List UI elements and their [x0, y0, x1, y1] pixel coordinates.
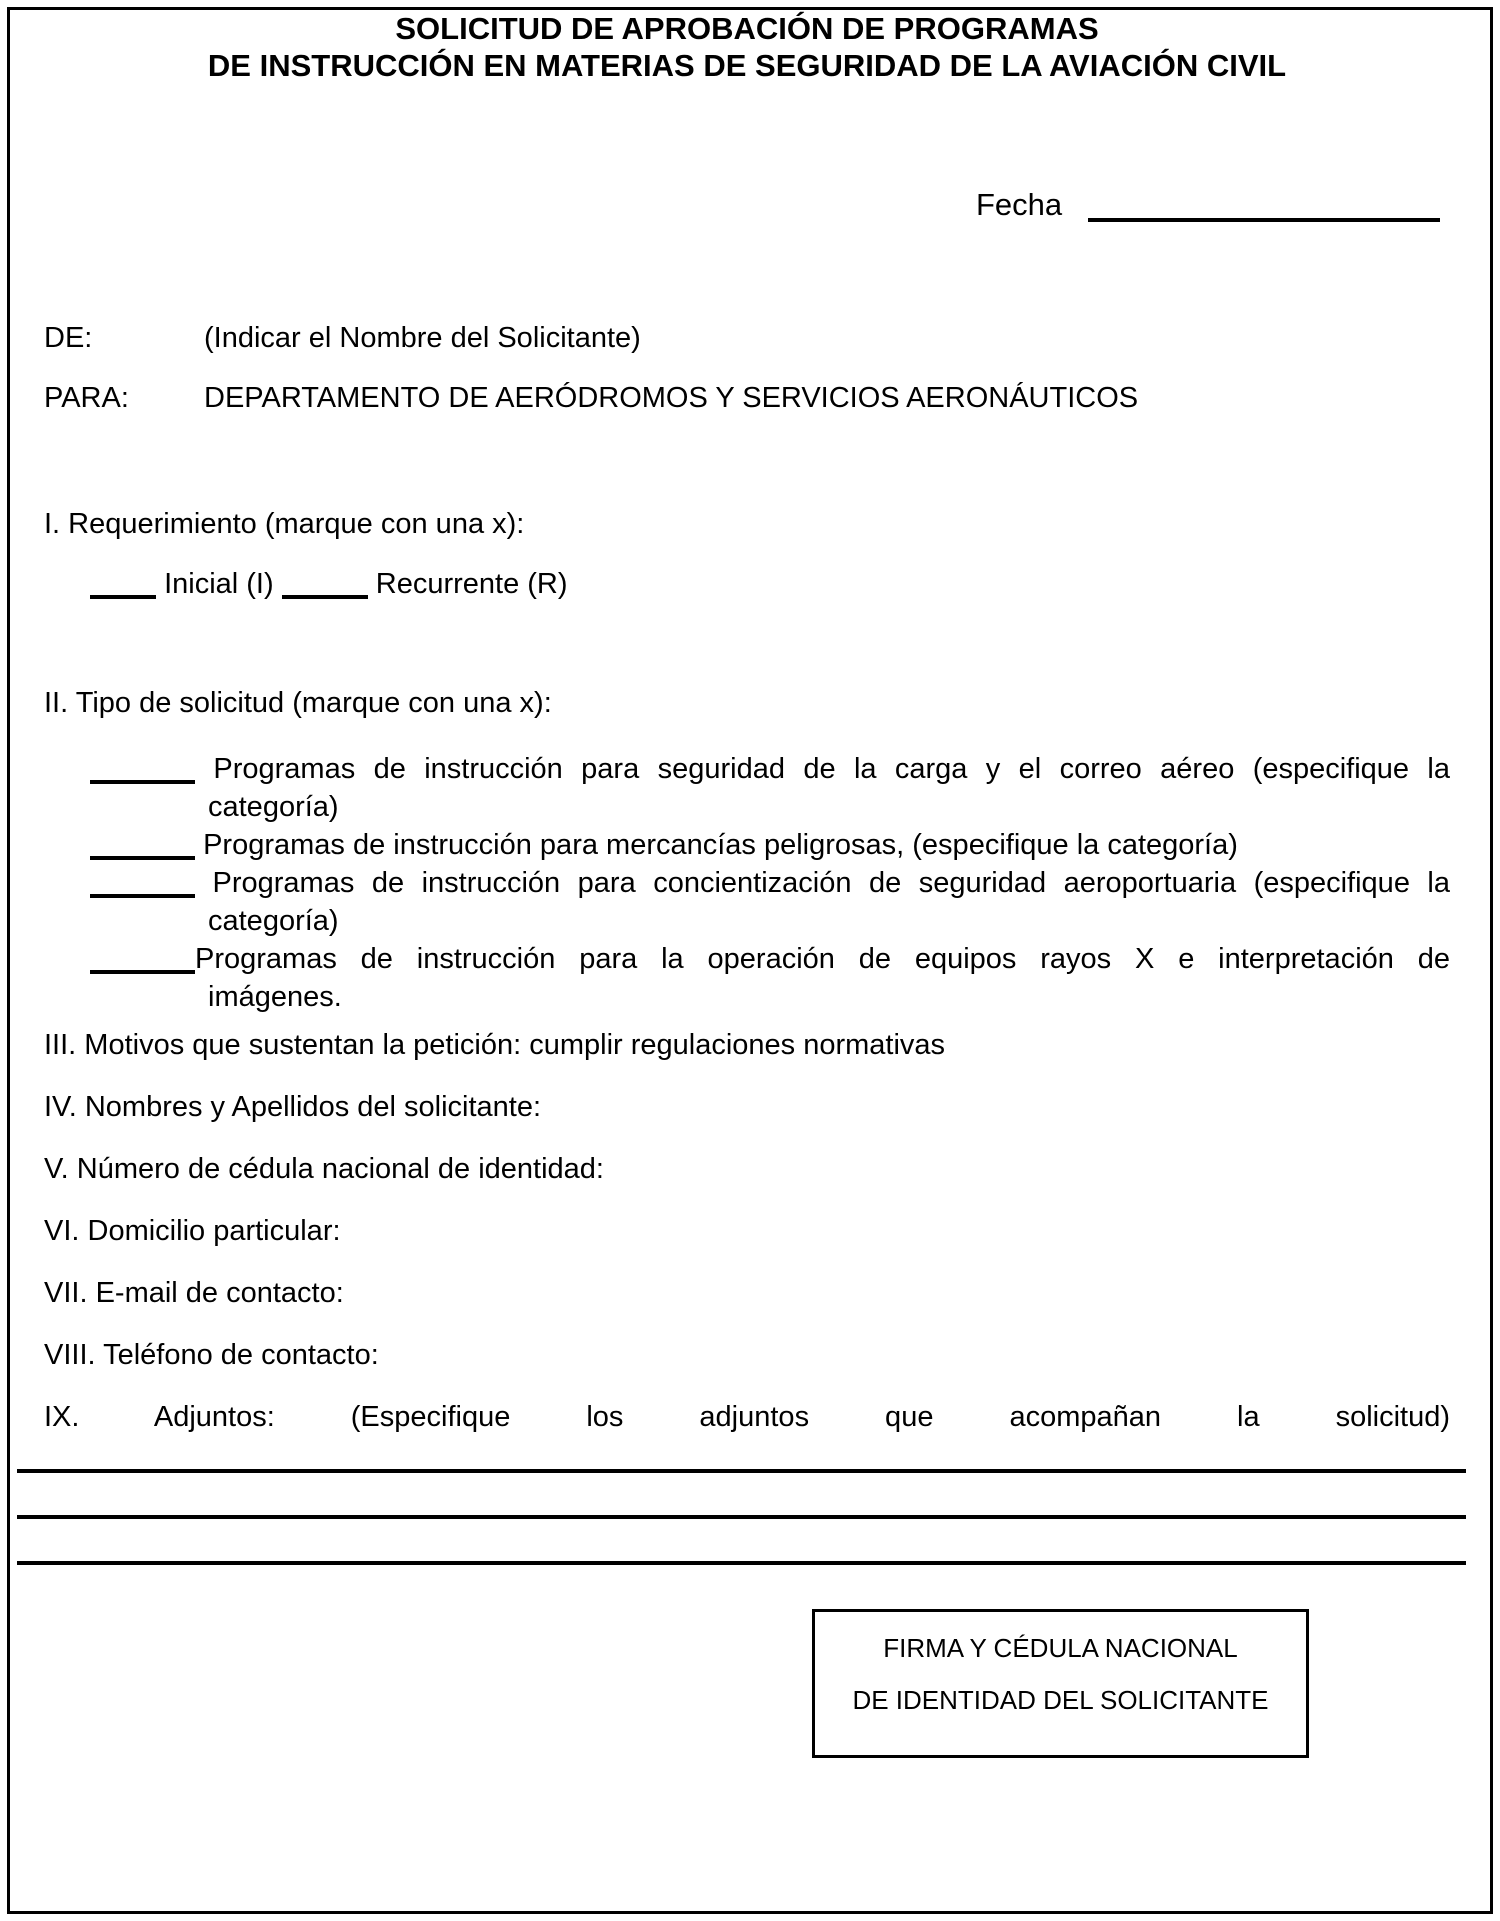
form-page [7, 7, 1493, 1914]
section-vii-heading: VII. E-mail de contacto: [44, 1277, 344, 1309]
signature-box-line2: DE IDENTIDAD DEL SOLICITANTE [852, 1685, 1269, 1715]
tipo-item-text-continuation: categoría) [208, 905, 339, 937]
requerimiento-options-row [90, 565, 1450, 603]
tipo-item-carga [90, 750, 1450, 826]
inicial-blank[interactable] [90, 595, 156, 599]
tipo-item-rayos-x [90, 940, 1450, 1016]
tipo-item-text: Programas de instrucción para mercancías peligrosas, (especifique la categoría) [203, 829, 1238, 861]
section-iii-heading: III. Motivos que sustentan la petición: cumplir regulaciones normativas [44, 1029, 946, 1061]
from-label: DE: [44, 322, 93, 354]
date-row [44, 185, 1450, 225]
to-label: PARA: [44, 382, 129, 414]
section-i-heading: I. Requerimiento (marque con una x): [44, 508, 525, 540]
section-viii-heading: VIII. Teléfono de contacto: [44, 1339, 379, 1371]
tipo-item-text: Programas de instrucción para concientización de seguridad aeroportuaria (especifique la [212, 867, 1451, 899]
tipo-item-mercancias [90, 826, 1450, 864]
recurrente-blank[interactable] [282, 595, 368, 599]
tipo-item-line [90, 750, 1450, 788]
section-vi-heading: VI. Domicilio particular: [44, 1215, 341, 1247]
tipo-item-text: Programas de instrucción para seguridad de la carga y el correo aéreo (especifique la [213, 753, 1451, 785]
section-ix-heading: IX. Adjuntos: (Especifique los adjuntos que acompañan la solicitud) [44, 1401, 1450, 1433]
tipo-item-line [90, 940, 1450, 978]
tipo-item-text: Programas de instrucción para la operación de equipos rayos X e interpretación de [195, 943, 1450, 975]
date-fill-line[interactable] [1088, 218, 1440, 222]
tipo-item-line [90, 864, 1450, 902]
page-title [44, 10, 1450, 84]
section-iv-heading: IV. Nombres y Apellidos del solicitante: [44, 1091, 542, 1123]
to-value: DEPARTAMENTO DE AERÓDROMOS Y SERVICIOS AERONÁUTICOS [204, 382, 1139, 414]
adjuntos-write-line-2[interactable] [17, 1515, 1466, 1519]
page-title-line2: DE INSTRUCCIÓN EN MATERIAS DE SEGURIDAD DE LA AVIACIÓN CIVIL [207, 48, 1287, 83]
to-row [44, 380, 1450, 416]
section-ii-heading: II. Tipo de solicitud (marque con una x): [44, 687, 552, 719]
tipo-item-concientizacion [90, 864, 1450, 940]
page-title-line1: SOLICITUD DE APROBACIÓN DE PROGRAMAS [395, 11, 1099, 46]
tipo-item-carga-blank[interactable] [90, 780, 195, 784]
recurrente-label: Recurrente (R) [375, 568, 568, 600]
from-value: (Indicar el Nombre del Solicitante) [204, 322, 641, 354]
signature-box[interactable] [812, 1609, 1309, 1758]
tipo-item-text-continuation: categoría) [208, 791, 339, 823]
date-label: Fecha [976, 187, 1063, 222]
signature-box-line1: FIRMA Y CÉDULA NACIONAL [883, 1633, 1238, 1663]
tipo-item-concientizacion-blank[interactable] [90, 894, 195, 898]
inicial-label: Inicial (I) [164, 568, 274, 600]
tipo-item-mercancias-blank[interactable] [90, 856, 195, 860]
adjuntos-write-line-1[interactable] [17, 1469, 1466, 1473]
tipo-items [44, 750, 1450, 1016]
adjuntos-write-line-3[interactable] [17, 1561, 1466, 1565]
from-row [44, 320, 1450, 356]
tipo-item-rayos-x-blank[interactable] [90, 970, 195, 974]
tipo-item-line [90, 826, 1450, 864]
section-v-heading: V. Número de cédula nacional de identidad: [44, 1153, 604, 1185]
tipo-item-text-continuation: imágenes. [208, 981, 342, 1013]
